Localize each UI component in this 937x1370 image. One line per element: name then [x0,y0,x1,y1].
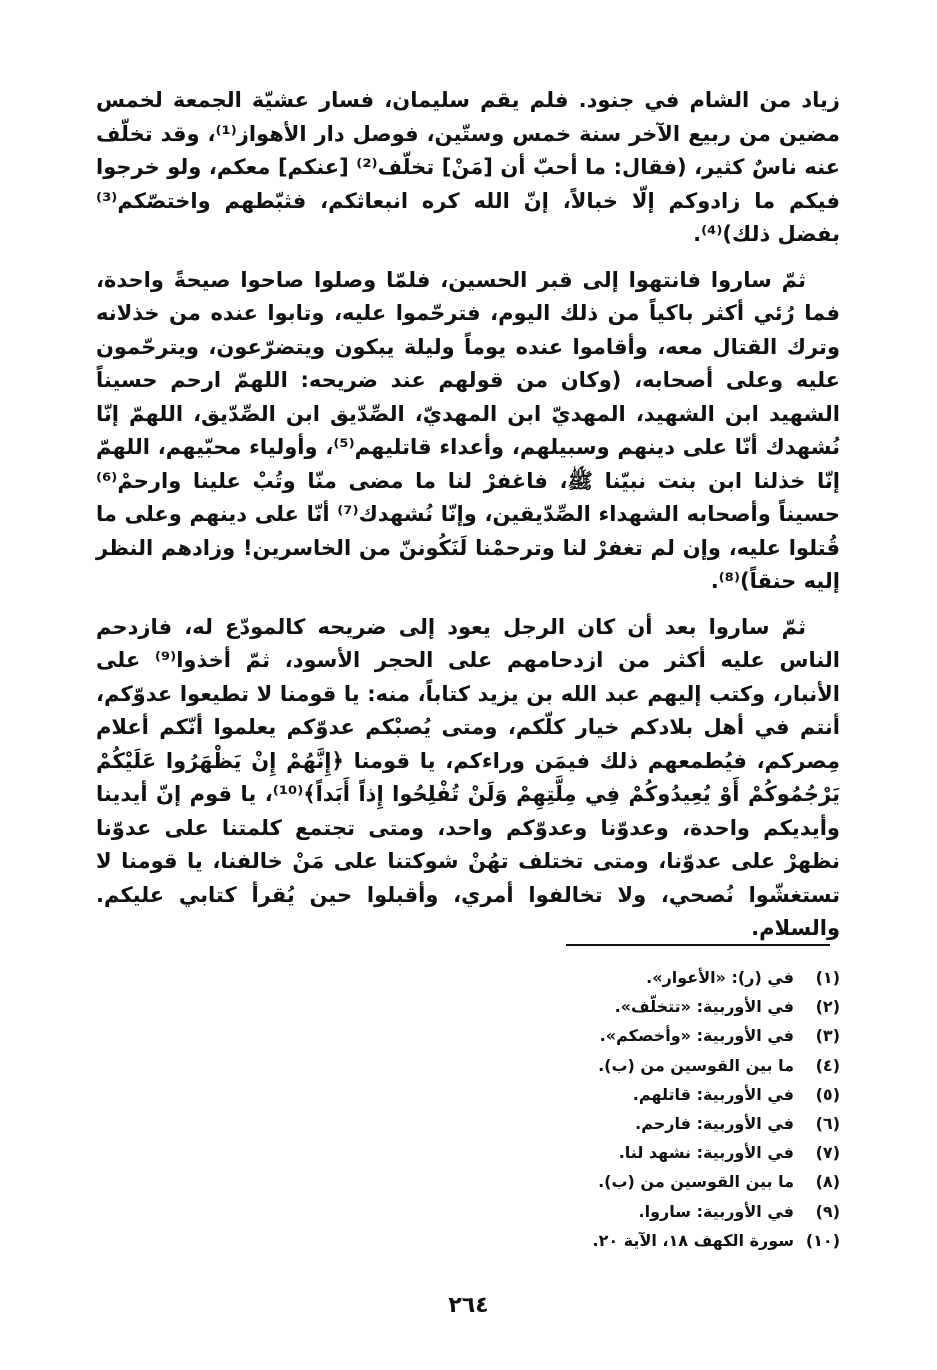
main-text [96,84,840,958]
footnote-text: ما بين القوسين من (ب). [598,1172,794,1192]
paragraph-2: ثمّ ساروا فانتهوا إلى قبر الحسين، فلمّا وصلوا صاحوا صيحةً واحدة، فما رُئي أكثر باكياً من ذلك اليوم، فترحّموا عليه، وتابوا عنده من خذلانه وترك القتال معه، وأقاموا عنده يوماً وليلة يبكون ويتضرّعون، ويترحّمون عليه وعلى أصحابه، (وكان من قولهم عند ضريحه: اللهمّ ارحم حسيناً الشهيد ابن الشهيد، المهديّ ابن المهديّ، الصِّدّيق ابن الصِّدّيق، اللهمّ إنّا نُشهدك أنّا على دينهم وسبيلهم، وأعداء قاتليهم⁽⁵⁾، وأولياء محبّيهم، اللهمّ إنّا خذلنا ابن بنت نبيّنا ﷺ، فاغفرْ لنا ما مضى منّا وتُبْ علينا وارحمْ⁽⁶⁾ حسيناً وأصحابه الشهداء الصِّدّيقين، وإنّا نُشهدك⁽⁷⁾ أنّا على دينهم وعلى ما قُتلوا عليه، وإن لم تغفرْ لنا وترحمْنا لَنَكُوننّ من الخاسرين! وزادهم النظر إليه حنقاً)⁽⁸⁾. [96,267,841,593]
footnote-text: في (ر): «الأعوار». [646,968,794,987]
footnote-number: (٨) [815,1172,840,1192]
footnote-item [400,1080,840,1109]
footnote-number: (٤) [815,1055,840,1075]
footnote-number: (٧) [815,1143,840,1163]
footnote-text: في الأوربية: «تتخلّف». [614,997,794,1017]
footnote-text: سورة الكهف ١٨، الآية ٢٠. [592,1230,794,1250]
footnote-number: (٣) [815,1026,840,1046]
paragraph-1: زياد من الشام في جنود. فلم يقم سليمان، فسار عشيّة الجمعة لخمس مضين من ربيع الآخر سنة خمس وستّين، فوصل دار الأهواز⁽¹⁾، وقد تخلّف عنه ناسٌ كثير، (فقال: ما أحبّ أن [مَنْ] تخلّف⁽²⁾ [عنكم] معكم، ولو خرجوا فيكم ما زادوكم إلّا خبالاً، إنّ الله كره انبعاثكم، فثبّطهم واختصّكم⁽³⁾ بفضل ذلك)⁽⁴⁾. [96,88,840,246]
footnote-number: (٦) [815,1113,840,1133]
footnote-number: (٩) [815,1201,840,1221]
footnote-text: في الأوربية: نشهد لنا. [618,1143,794,1163]
paragraph-3: ثمّ ساروا بعد أن كان الرجل يعود إلى ضريحه كالمودّع له، فازدحم الناس عليه أكثر من ازدحامهم على الحجر الأسود، ثمّ أخذوا⁽⁹⁾ على الأنبار، وكتب إليهم عبد الله بن يزيد كتاباً، منه: يا قومنا لا تطيعوا عدوّكم، أنتم في أهل بلادكم خيار كلّكم، ومتى يُصبْكم عدوّكم يعلموا أنّكم أعلام مِصركم، فيُطمعهم ذلك فيمَن وراءكم، يا قومنا ﴿إِنَّهُمْ إِنْ يَظْهَرُوا عَلَيْكُمْ يَرْجُمُوكُمْ أَوْ يُعِيدُوكُمْ فِي مِلَّتِهِمْ وَلَنْ تُفْلِحُوا إِذاً أَبَداً﴾⁽¹⁰⁾، يا قوم إنّ أيدينا وأيديكم واحدة، وعدوّنا وعدوّكم واحد، ومتى تجتمع كلمتنا على عدوّنا نظهرْ على عدوّنا، ومتى تختلف تهُنْ شوكتنا على مَنْ خالفنا، يا قومنا لا تستغشّوا نُصحي، ولا تخالفوا أمري، وأقبلوا حين يُقرأ كتابي عليكم. والسلام. [96,614,841,940]
footnote-item [400,1138,840,1167]
footnote-text: في الأوربية: قاتلهم. [632,1084,794,1104]
footnote-number: (١) [815,968,840,987]
footnote-item [400,992,840,1021]
footnote-number: (١٠) [805,1230,840,1250]
footnote-text: في الأوربية: فارحم. [635,1113,794,1133]
footnote-item [400,1051,840,1080]
footnote-item [400,1021,840,1050]
footnote-item [400,1109,840,1138]
footnote-item [400,1167,840,1196]
footnote-divider [566,944,830,946]
footnote-item [400,1226,840,1255]
footnotes-list [400,963,840,1255]
footnote-number: (٥) [815,1084,840,1104]
footnote-text: في الأوربية: ساروا. [638,1201,794,1221]
footnote-text: في الأوربية: «وأخصكم». [599,1026,794,1046]
footnote-item [400,963,840,992]
footnote-item [400,1197,840,1226]
page-number: ٢٦٤ [448,1293,489,1318]
footnote-number: (٢) [815,997,840,1017]
footnote-text: ما بين القوسين من (ب). [598,1055,794,1075]
